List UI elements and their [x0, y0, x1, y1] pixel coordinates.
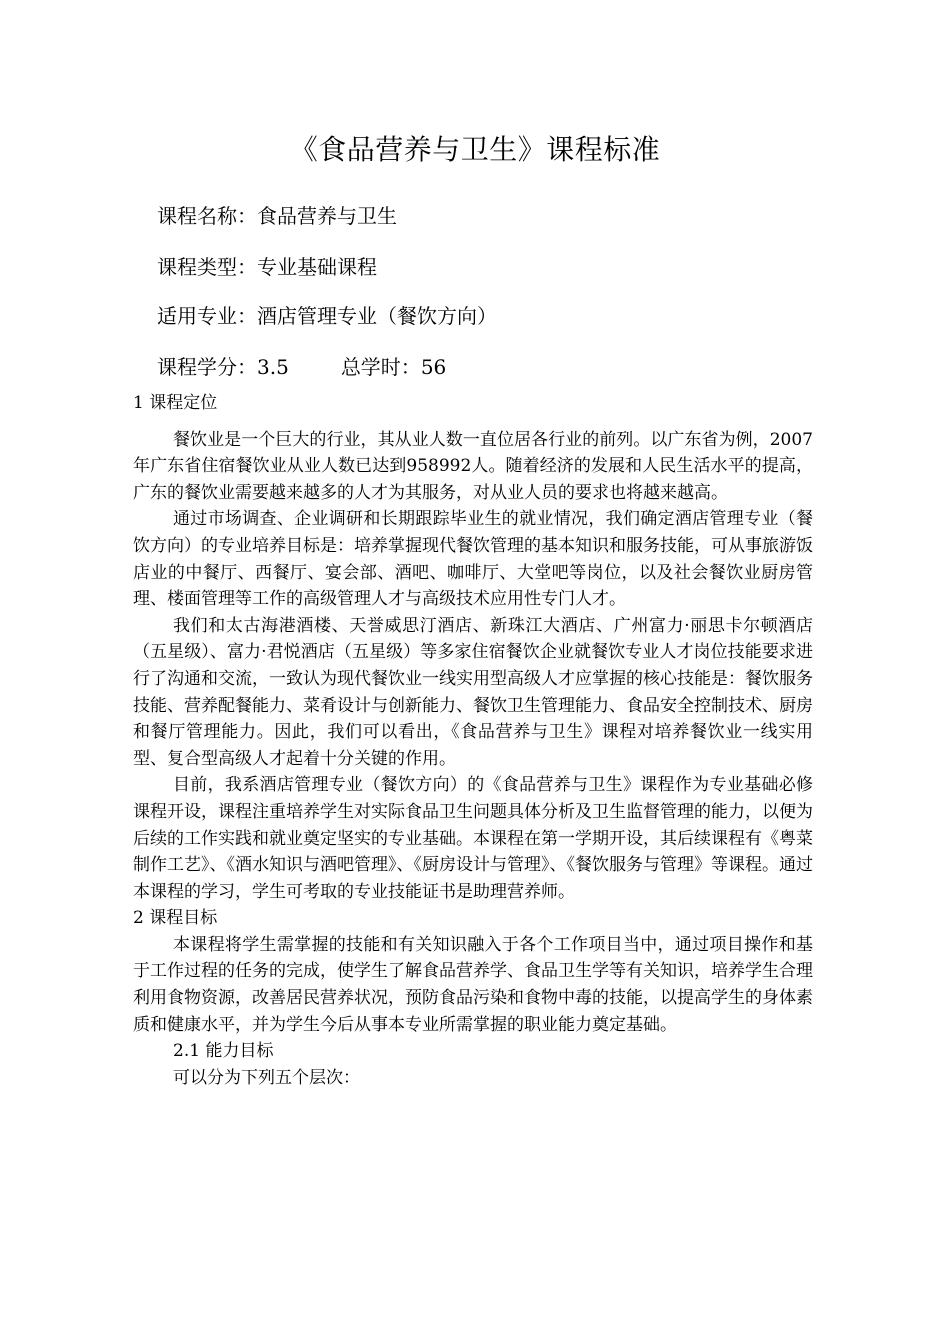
course-name-row — [157, 201, 397, 231]
course-type-row — [157, 252, 377, 282]
course-name-label: 课程名称： — [157, 204, 257, 228]
document-title: 《食品营养与卫生》课程标准 — [289, 133, 661, 166]
paragraph: 可以分为下列五个层次： — [173, 1067, 360, 1088]
hours-label: 总学时： — [340, 355, 421, 379]
paragraph: 通过市场调查、企业调研和长期跟踪毕业生的就业情况，我们确定酒店管理专业（餐饮方向）的专业培养目标是：培养掌握现代餐饮管理的基本知识和服务技能，可从事旅游饭店业的中餐厅、西餐厅、宴会部、酒吧、咖啡厅、大堂吧等岗位，以及社会餐饮业厨房管理、楼面管理等工作的高级管理人才与高级技术应用性专门人才。 — [133, 509, 813, 610]
document-body — [133, 390, 813, 1091]
hours-value: 56 — [420, 355, 447, 379]
subsection-heading-2-1: 2.1 能力目标 — [173, 1041, 274, 1062]
credit-value: 3.5 — [257, 355, 289, 379]
major-value: 酒店管理专业（餐饮方向） — [257, 304, 497, 328]
paragraph: 本课程将学生需掌握的技能和有关知识融入于各个工作项目当中，通过项目操作和基于工作过程的任务的完成，使学生了解食品营养学、食品卫生学等有关知识，培养学生合理利用食物资源，改善居民营养状况，预防食品污染和食物中毒的技能，以提高学生的身体素质和健康水平，并为学生今后从事本专业所需掌握的职业能力奠定基础。 — [133, 934, 813, 1035]
section-heading-1: 1 课程定位 — [133, 393, 218, 413]
credit-hours-row — [157, 352, 446, 382]
paragraph: 餐饮业是一个巨大的行业，其从业人数一直位居各行业的前列。以广东省为例，2007年广东省住宿餐饮业从业人数已达到958992人。随着经济的发展和人民生活水平的提高，广东的餐饮业需要越来越多的人才为其服务，对从业人员的要求也将越来越高。 — [133, 429, 813, 503]
major-row — [157, 301, 497, 331]
course-type-value: 专业基础课程 — [257, 255, 377, 279]
paragraph: 目前，我系酒店管理专业（餐饮方向）的《食品营养与卫生》课程作为专业基础必修课程开设，课程注重培养学生对实际食品卫生问题具体分析及卫生监督管理的能力，以便为后续的工作实践和就业奠定坚实的专业基础。本课程在第一学期开设，其后续课程有《粤菜制作工艺》、《酒水知识与酒吧管理》、《厨房设计与管理》、《餐饮服务与管理》等课程。通过本课程的学习，学生可考取的专业技能证书是助理营养师。 — [133, 775, 813, 902]
course-name-value: 食品营养与卫生 — [257, 204, 397, 228]
credit-label: 课程学分： — [157, 355, 257, 379]
course-type-label: 课程类型： — [157, 255, 257, 279]
major-label: 适用专业： — [157, 304, 257, 328]
section-heading-2: 2 课程目标 — [133, 908, 218, 929]
paragraph: 我们和太古海港酒楼、天誉威思汀酒店、新珠江大酒店、广州富力·丽思卡尔顿酒店（五星级）、富力·君悦酒店（五星级）等多家住宿餐饮企业就餐饮专业人才岗位技能要求进行了沟通和交流，一致认为现代餐饮业一线实用型高级人才应掌握的核心技能是：餐饮服务技能、营养配餐能力、菜肴设计与创新能力、餐饮卫生管理能力、食品安全控制技术、厨房和餐厅管理能力。因此，我们可以看出，《食品营养与卫生》课程对培养餐饮业一线实用型、复合型高级人才起着十分关键的作用。 — [133, 615, 813, 769]
